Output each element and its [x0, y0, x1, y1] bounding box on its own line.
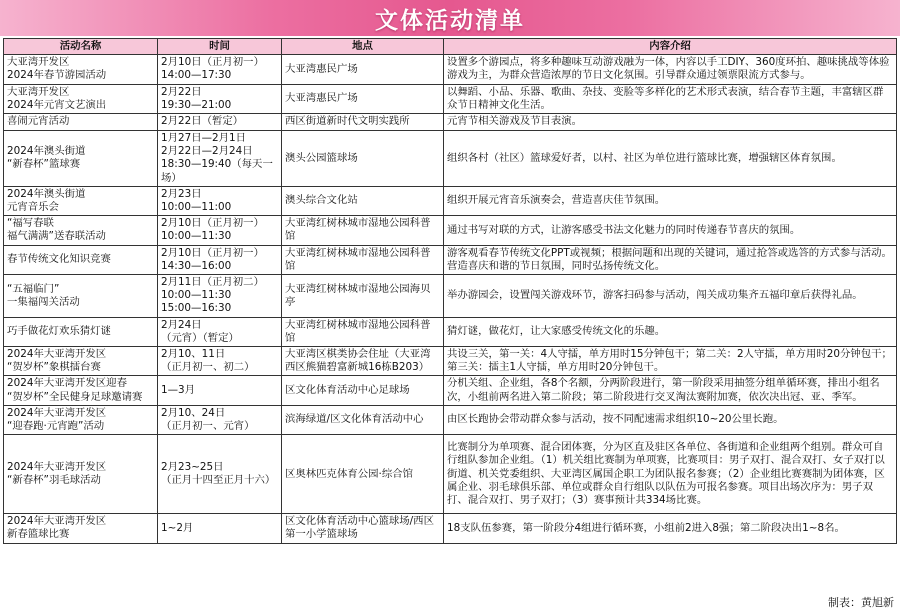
- cell-time: 2月10日（正月初一） 10:00—11:30: [158, 216, 282, 245]
- credit: 制表：黄旭新: [828, 596, 894, 609]
- cell-desc: 通过书写对联的方式，让游客感受书法文化魅力的同时传递春节喜庆的氛围。: [444, 216, 897, 245]
- column-header-time: 时间: [158, 39, 282, 55]
- table-row: [4, 405, 897, 434]
- cell-time: 1~2月: [158, 514, 282, 543]
- cell-name: 2024年澳头街道 元宵音乐会: [4, 186, 158, 215]
- cell-place: 西区街道新时代文明实践所: [282, 114, 444, 131]
- cell-place: 大亚湾红树林城市湿地公园科普馆: [282, 245, 444, 274]
- cell-desc: 共设三关，第一关：4人守擂，单方用时15分钟包干；第二关：2人守擂，单方用时20分钟包干；第三关：擂主1人守擂，单方用时20分钟包干。: [444, 347, 897, 376]
- cell-place: 大亚湾惠民广场: [282, 84, 444, 113]
- cell-name: 2024年大亚湾开发区迎春 “贺岁杯”全民健身足球邀请赛: [4, 376, 158, 405]
- cell-name: 大亚湾开发区 2024年春节游园活动: [4, 55, 158, 84]
- table-row: [4, 347, 897, 376]
- cell-place: 大亚湾惠民广场: [282, 55, 444, 84]
- page-title: 文体活动清单: [375, 7, 525, 34]
- cell-place: 大亚湾红树林城市湿地公园科普馆: [282, 317, 444, 346]
- cell-place: 大亚湾区棋类协会住址（大亚湾西区熊猫碧富新城16栋B203）: [282, 347, 444, 376]
- cell-desc: 18支队伍参赛，第一阶段分4组进行循环赛，小组前2进入8强；第二阶段决出1~8名。: [444, 514, 897, 543]
- table-row: [4, 514, 897, 543]
- table-row: [4, 114, 897, 131]
- column-header-name: 活动名称: [4, 39, 158, 55]
- table-row: [4, 376, 897, 405]
- cell-desc: 由区长跑协会带动群众参与活动，按不同配速需求组织10~20公里长跑。: [444, 405, 897, 434]
- table-row: [4, 186, 897, 215]
- cell-name: 春节传统文化知识竞赛: [4, 245, 158, 274]
- cell-time: 2月23日 10:00—11:00: [158, 186, 282, 215]
- cell-desc: 组织各村（社区）篮球爱好者，以村、社区为单位进行篮球比赛，增强辖区体育氛围。: [444, 131, 897, 187]
- cell-time: 2月22日 19:30—21:00: [158, 84, 282, 113]
- table-row: [4, 216, 897, 245]
- cell-desc: 组织开展元宵音乐演奏会，营造喜庆佳节氛围。: [444, 186, 897, 215]
- cell-name: “五福临门” 一集福闯关活动: [4, 275, 158, 318]
- cell-time: 2月10日（正月初一） 14:00—17:30: [158, 55, 282, 84]
- column-header-desc: 内容介绍: [444, 39, 897, 55]
- cell-place: 澳头公园篮球场: [282, 131, 444, 187]
- cell-time: 2月10、24日 （正月初一、元宵）: [158, 405, 282, 434]
- cell-time: 2月22日（暂定）: [158, 114, 282, 131]
- table-row: [4, 131, 897, 187]
- cell-desc: 分机关组、企业组，各8个名额，分两阶段进行，第一阶段采用抽签分组单循环赛，排出小组名次，小组前两名进入第二阶段；第二阶段进行交叉淘汰赛附加赛，依次决出冠、亚、季军。: [444, 376, 897, 405]
- table-row: [4, 55, 897, 84]
- table-row: [4, 435, 897, 514]
- title-banner: [0, 0, 900, 36]
- cell-place: 大亚湾红树林城市湿地公园海贝亭: [282, 275, 444, 318]
- cell-desc: 元宵节相关游戏及节目表演。: [444, 114, 897, 131]
- table-row: [4, 84, 897, 113]
- column-header-place: 地点: [282, 39, 444, 55]
- cell-name: 2024年大亚湾开发区 “迎春跑·元宵跑”活动: [4, 405, 158, 434]
- cell-time: 2月23~25日 （正月十四至正月十六）: [158, 435, 282, 514]
- cell-time: 2月11日（正月初二） 10:00—11:30 15:00—16:30: [158, 275, 282, 318]
- table-row: [4, 317, 897, 346]
- cell-name: 2024年澳头街道 “新春杯”篮球赛: [4, 131, 158, 187]
- cell-time: 1—3月: [158, 376, 282, 405]
- header-row: [4, 39, 897, 55]
- cell-desc: 以舞蹈、小品、乐器、歌曲、杂技、变脸等多样化的艺术形式表演，结合春节主题，丰富辖区群众节日精神文化生活。: [444, 84, 897, 113]
- cell-time: 1月27日—2月1日 2月22日—2月24日 18:30—19:40（每天一场）: [158, 131, 282, 187]
- cell-name: 2024年大亚湾开发区 “贺岁杯”象棋擂台赛: [4, 347, 158, 376]
- cell-place: 区奥林匹克体育公园·综合馆: [282, 435, 444, 514]
- cell-time: 2月10、11日 （正月初一、初二）: [158, 347, 282, 376]
- cell-name: 巧手做花灯欢乐猜灯谜: [4, 317, 158, 346]
- cell-place: 滨海绿道/区文化体育活动中心: [282, 405, 444, 434]
- events-table: [3, 38, 897, 544]
- cell-name: 喜闹元宵活动: [4, 114, 158, 131]
- cell-place: 澳头综合文化站: [282, 186, 444, 215]
- table-row: [4, 245, 897, 274]
- cell-desc: 举办游园会，设置闯关游戏环节，游客扫码参与活动，闯关成功集齐五福印章后获得礼品。: [444, 275, 897, 318]
- cell-name: “福写春联 福气满满”送春联活动: [4, 216, 158, 245]
- cell-name: 2024年大亚湾开发区 新春篮球比赛: [4, 514, 158, 543]
- cell-place: 大亚湾红树林城市湿地公园科普馆: [282, 216, 444, 245]
- cell-name: 大亚湾开发区 2024年元宵文艺演出: [4, 84, 158, 113]
- cell-name: 2024年大亚湾开发区 “新春杯”羽毛球活动: [4, 435, 158, 514]
- cell-time: 2月24日 （元宵）（暂定）: [158, 317, 282, 346]
- cell-place: 区文化体育活动中心足球场: [282, 376, 444, 405]
- cell-desc: 游客观看春节传统文化PPT或视频；根据问题和出现的关键词，通过抢答或选答的方式参与活动。营造喜庆和谐的节日氛围，同时弘扬传统文化。: [444, 245, 897, 274]
- cell-place: 区文化体育活动中心篮球场/西区第一小学篮球场: [282, 514, 444, 543]
- cell-time: 2月10日（正月初一） 14:30—16:00: [158, 245, 282, 274]
- cell-desc: 设置多个游园点，将多种趣味互动游戏融为一体，内容以手工DIY、360度环拍、趣味挑战等体验游戏为主，为群众营造浓厚的节日文化氛围。引导群众通过领票限流方式参与。: [444, 55, 897, 84]
- cell-desc: 比赛制分为单项赛、混合团体赛，分为区直及驻区各单位、各街道和企业组两个组别。群众可自行组队参加企业组。（1）机关组比赛制为单项赛，比赛项目：男子双打、混合双打、女子双打以街道、机关党委组织、大亚湾区属国企职工为团队报名参赛；（2）企业组比赛赛制为团体赛，区属企业、羽毛球俱乐部、单位或群众自行组队以队伍为可报名参赛。项目出场次序为：男子双打、混合双打、男子双打；（3）赛事预计共334场比赛。: [444, 435, 897, 514]
- table-row: [4, 275, 897, 318]
- cell-desc: 猜灯谜，做花灯，让大家感受传统文化的乐趣。: [444, 317, 897, 346]
